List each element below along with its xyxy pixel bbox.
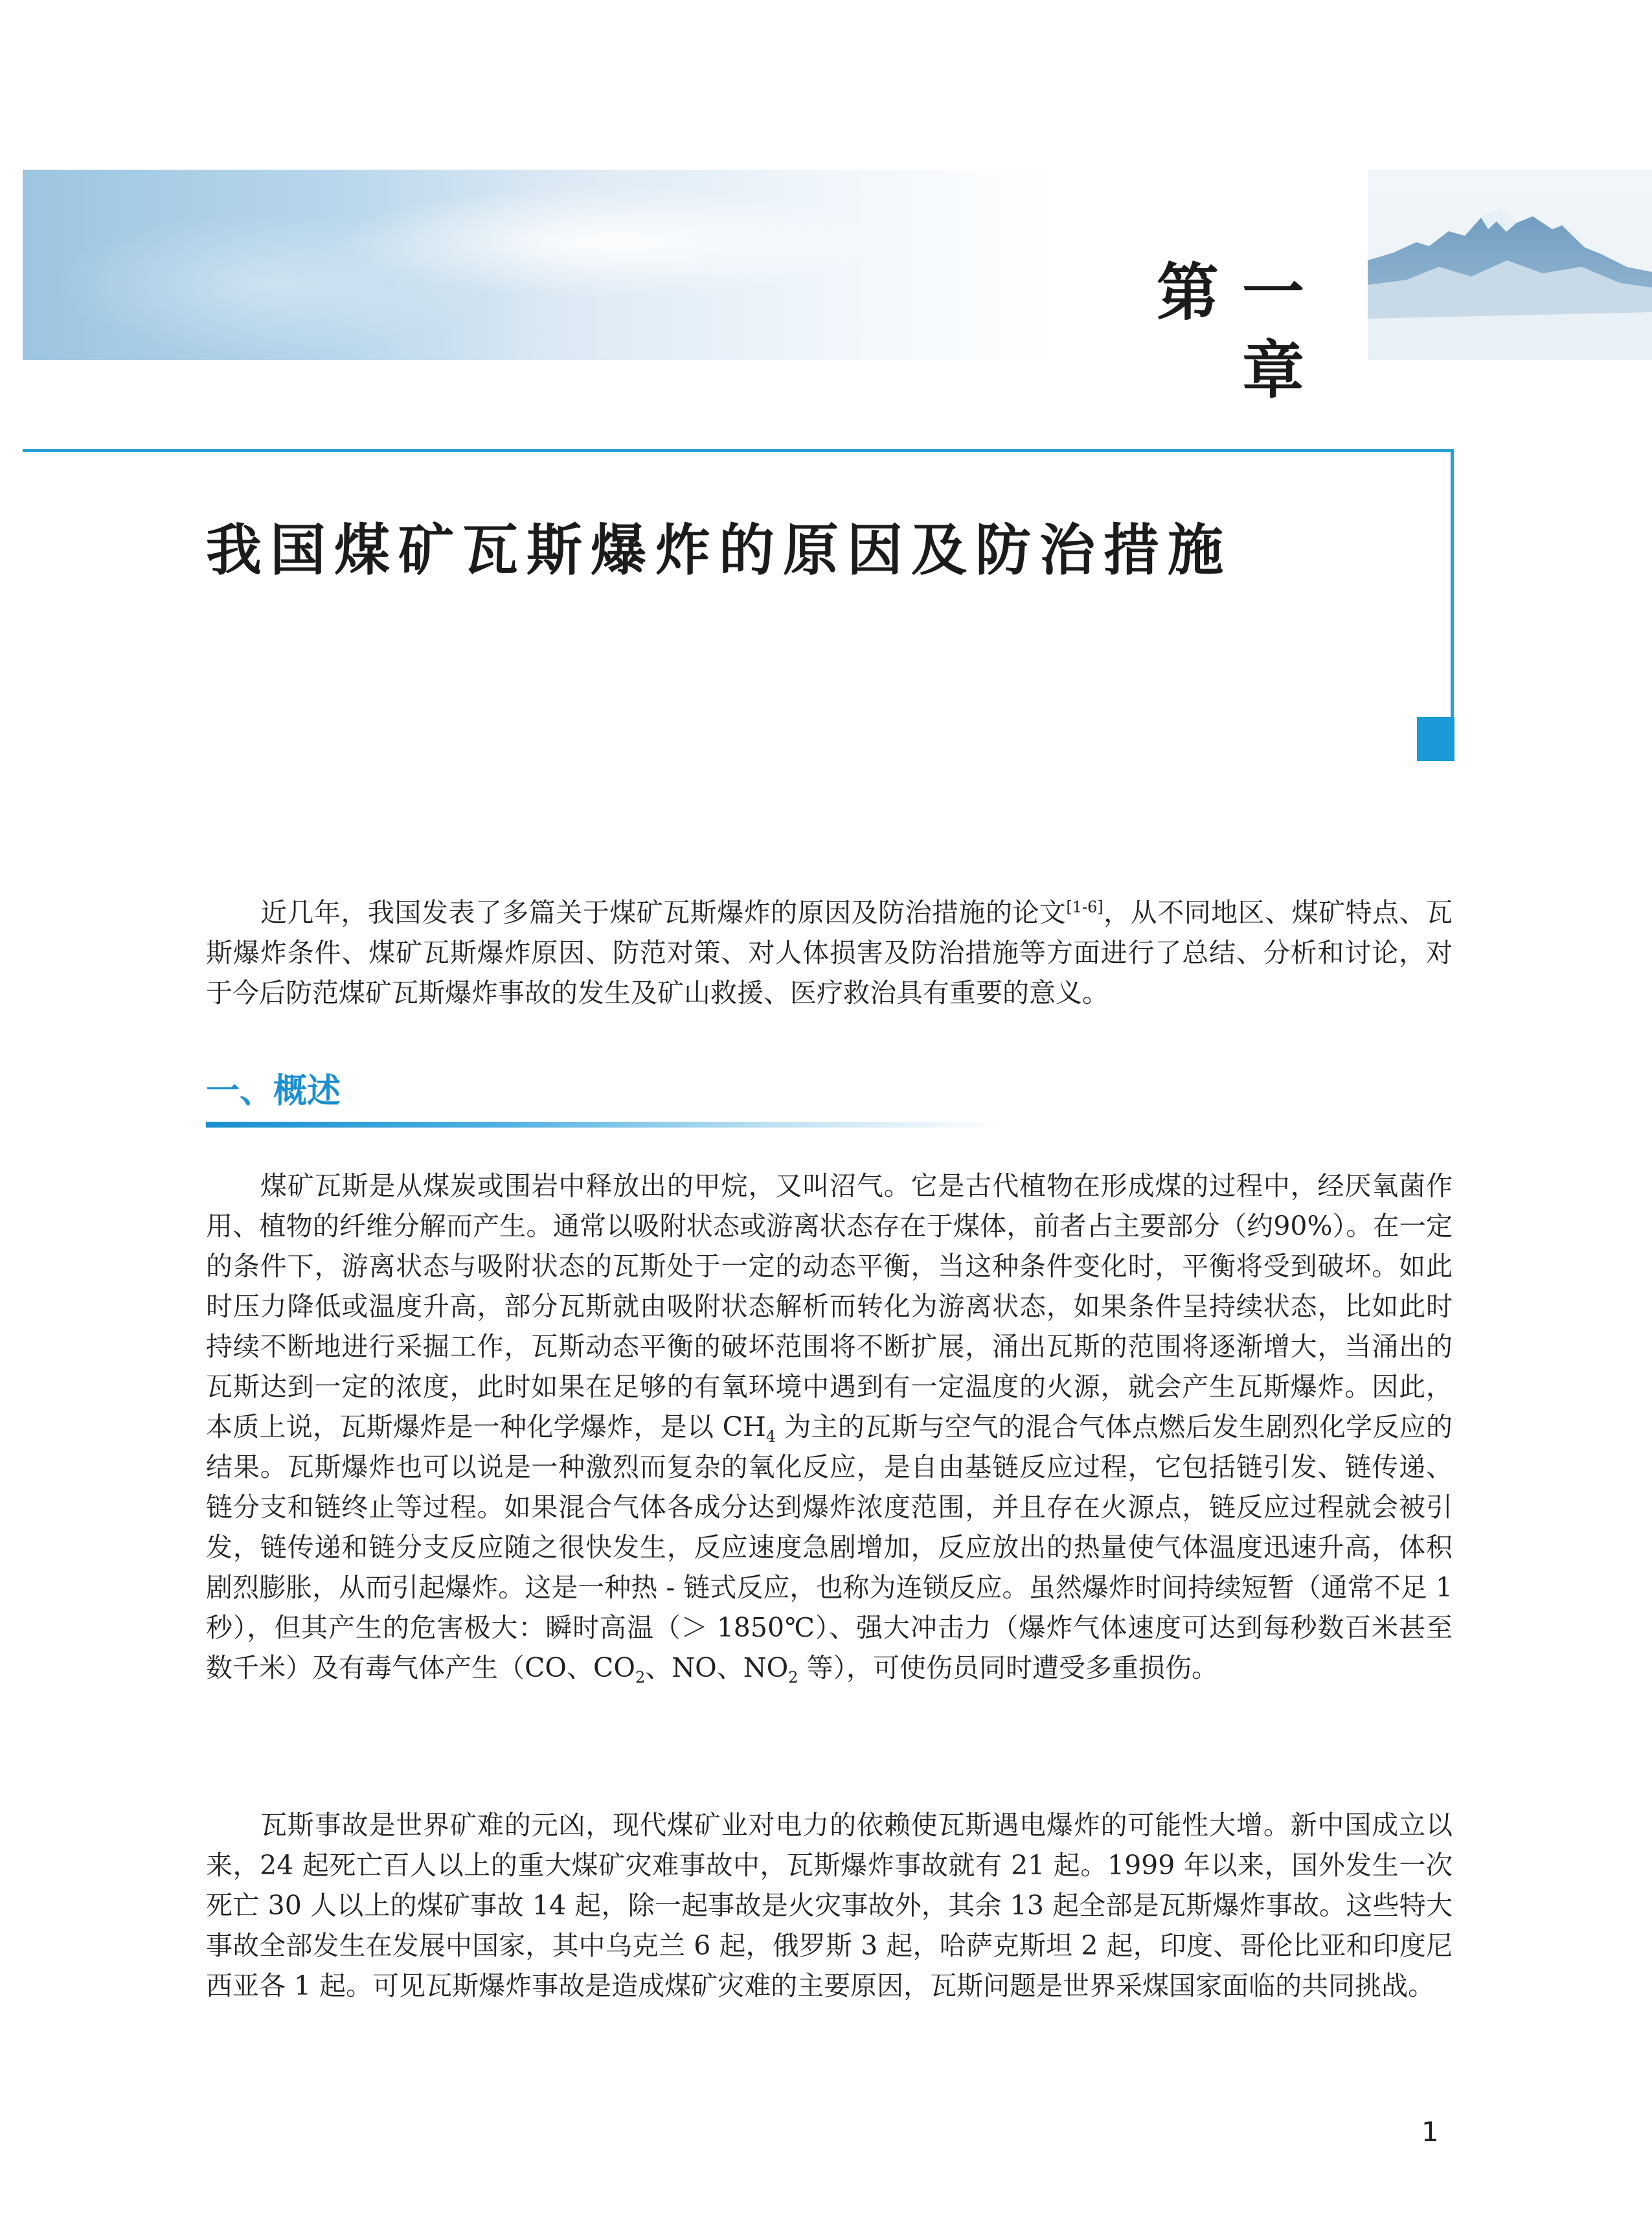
page-number: 1: [1421, 2116, 1439, 2148]
frame-right-line: [1451, 449, 1454, 721]
section-heading-underline: [206, 1122, 1002, 1128]
chapter-title: 我国煤矿瓦斯爆炸的原因及防治措施: [206, 518, 1232, 583]
mountain-illustration: [1368, 170, 1652, 360]
citation: [1-6]: [1066, 898, 1103, 916]
frame-accent-square: [1417, 717, 1454, 761]
chapter-label: 第一章: [1157, 256, 1328, 407]
frame-top-line: [23, 449, 1454, 452]
body-paragraph-1: 煤矿瓦斯是从煤炭或围岩中释放出的甲烷，又叫沼气。它是古代植物在形成煤的过程中，经厌氧菌作用、植物的纤维分解而产生。通常以吸附状态或游离状态存在于煤体，前者占主要部分（约90%）。在一定的条件下，游离状态与吸附状态的瓦斯处于一定的动态平衡，当这种条件变化时，平衡将受到破坏。如此时压力降低或温度升高，部分瓦斯就由吸附状态解析而转化为游离状态，如果条件呈持续状态，比如此时持续不断地进行采掘工作，瓦斯动态平衡的破坏范围将不断扩展，涌出瓦斯的范围将逐渐增大，当涌出的瓦斯达到一定的浓度，此时如果在足够的有氧环境中遇到有一定温度的火源，就会产生瓦斯爆炸。因此，本质上说，瓦斯爆炸是一种化学爆炸，是以 $CH_4$ 为主的瓦斯与空气的混合气体点燃后发生剧烈化学反应的结果。瓦斯爆炸也可以说是一种激烈而复杂的氧化反应，是自由基链反应过程，它包括链引发、链传递、链分支和链终止等过程。如果混合气体各成分达到爆炸浓度范围，并且存在火源点，链反应过程就会被引发，链传递和链分支反应随之很快发生，反应速度急剧增加，反应放出的热量使气体温度迅速升高，体积剧烈膨胀，从而引起爆炸。这是一种热 - 链式反应，也称为连锁反应。虽然爆炸时间持续短暂（通常不足 1 秒），但其产生的危害极大：瞬时高温（＞ 1850℃）、强大冲击力（爆炸气体速度可达到每秒数百米甚至数千米）及有毒气体产生（CO、$CO_2$、NO、$NO_2$ 等），可使伤员同时遭受多重损伤。: [206, 1170, 1453, 1687]
chapter-banner: [23, 170, 1059, 360]
body-paragraph-2: 瓦斯事故是世界矿难的元凶，现代煤矿业对电力的依赖使瓦斯遇电爆炸的可能性大增。新中国成立以来，24 起死亡百人以上的重大煤矿灾难事故中，瓦斯爆炸事故就有 21 起。1999 年以来，国外发生一次死亡 30 人以上的煤矿事故 14 起，除一起事故是火灾事故外，其余 13 起全部是瓦斯爆炸事故。这些特大事故全部发生在发展中国家，其中乌克兰 6 起，俄罗斯 3 起，哈萨克斯坦 2 起，印度、哥伦比亚和印度尼西亚各 1 起。可见瓦斯爆炸事故是造成煤矿灾难的主要原因，瓦斯问题是世界采煤国家面临的共同挑战。: [206, 1810, 1453, 2001]
section-heading: 一、概述: [206, 1072, 341, 1111]
intro-paragraph: 近几年，我国发表了多篇关于煤矿瓦斯爆炸的原因及防治措施的论文[1-6]，从不同地区、煤矿特点、瓦斯爆炸条件、煤矿瓦斯爆炸原因、防范对策、对人体损害及防治措施等方面进行了总结、分析和讨论，对于今后防范煤矿瓦斯爆炸事故的发生及矿山救援、医疗救治具有重要的意义。: [206, 897, 1453, 1008]
mountain-icon: [1368, 170, 1652, 360]
